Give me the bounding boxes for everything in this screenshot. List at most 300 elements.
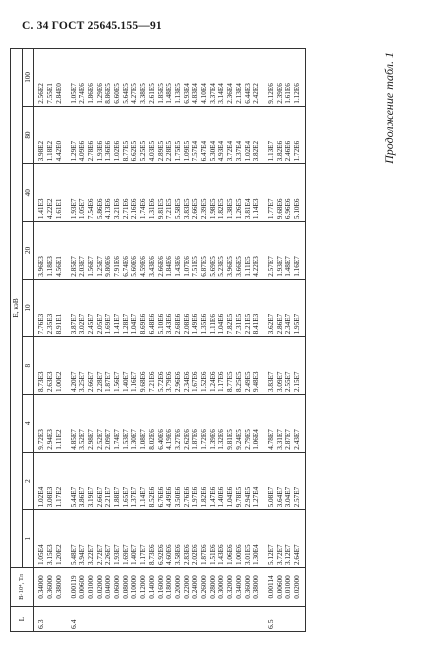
cell-value: 4.93E4	[217, 106, 226, 164]
cell-value: 3.38E5	[139, 49, 148, 107]
cell-value: 3.02E7	[78, 279, 87, 337]
cell-value: 1.09E5	[183, 106, 192, 164]
rotated-table-block	[10, 32, 400, 632]
cell-value: 2.66E7	[87, 337, 96, 395]
cell-value: 1.20E2	[55, 510, 67, 568]
table-row	[67, 49, 79, 632]
cell-value: 5.48E7	[67, 510, 79, 568]
cell-value: 1.30E4	[252, 510, 264, 568]
table-row	[252, 49, 264, 632]
table-row	[148, 49, 157, 632]
table-row	[264, 49, 276, 632]
cell-value: 1.04E6	[226, 452, 235, 510]
table-row	[276, 49, 285, 632]
cell-value: 3.82E6	[276, 106, 285, 164]
cell-value: 9.81E5	[157, 164, 166, 222]
cell-value: 1.13E5	[174, 49, 183, 107]
table-row	[200, 49, 209, 632]
cell-value: 1.02E6	[113, 106, 122, 164]
cell-value: 6.93E4	[183, 49, 192, 107]
cell-value: 1.05E4	[34, 510, 46, 568]
cell-value: 3.04E7	[284, 452, 293, 510]
table-row	[244, 49, 253, 632]
cell-value: 1.17E2	[55, 452, 67, 510]
cell-value: 4.13E6	[104, 164, 113, 222]
cell-value: 1.85E5	[157, 49, 166, 107]
cell-value: 4.20E7	[67, 337, 79, 395]
cell-value: 3.25E7	[78, 337, 87, 395]
cell-value: 2.08E6	[183, 279, 192, 337]
cell-value: 2.46E6	[284, 106, 293, 164]
cell-value: 9.68E6	[139, 337, 148, 395]
cell-value: 4.22E2	[46, 164, 55, 222]
cell-value: 3.86E7	[78, 452, 87, 510]
cell-value: 5.58E5	[174, 164, 183, 222]
cell-value: 1.28E7	[122, 279, 131, 337]
cell-value: 7.91E6	[113, 222, 122, 280]
cell-L	[235, 607, 244, 632]
cell-value: 1.11E2	[55, 395, 67, 453]
cell-value: 5.10E6	[157, 279, 166, 337]
cell-value: 2.71E6	[122, 164, 131, 222]
cell-value: 4.22E3	[252, 222, 264, 280]
cell-value: 7.76E3	[34, 279, 46, 337]
table-row	[157, 49, 166, 632]
cell-value: 3.58E6	[174, 510, 183, 568]
cell-value: 4.42E0	[55, 106, 67, 164]
cell-value: 3.72E7	[276, 510, 285, 568]
cell-value: 1.13E7	[264, 106, 276, 164]
cell-L	[174, 607, 183, 632]
cell-B: 0.04000	[104, 568, 113, 607]
cell-B: 0.08000	[122, 568, 131, 607]
cell-B: 0.00600	[276, 568, 285, 607]
cell-L	[284, 607, 293, 632]
cell-value: 2.34E6	[183, 337, 192, 395]
cell-value: 3.96E3	[34, 222, 46, 280]
cell-value: 1.74E7	[113, 395, 122, 453]
cell-value: 1.40E6	[217, 452, 226, 510]
cell-value: 4.03E5	[148, 106, 157, 164]
cell-L	[165, 607, 174, 632]
cell-value: 1.11E5	[244, 222, 253, 280]
cell-value: 2.16E6	[130, 164, 139, 222]
table-row	[217, 49, 226, 632]
cell-value: 1.04E7	[130, 279, 139, 337]
cell-value: 8.02E6	[148, 395, 157, 453]
col-header-E: E, кэВ	[11, 49, 23, 568]
cell-value: 3.37E4	[209, 49, 218, 107]
energy-col-header: 80	[22, 106, 34, 164]
cell-B: 0.18000	[165, 568, 174, 607]
cell-value: 9.24E5	[235, 395, 244, 453]
energy-col-header: 40	[22, 164, 34, 222]
cell-value: 1.87E6	[200, 510, 209, 568]
cell-value: 1.29E6	[96, 49, 105, 107]
cell-value: 4.10E4	[200, 49, 209, 107]
cell-B: 0.38000	[252, 568, 264, 607]
cell-value: 6.96E6	[284, 164, 293, 222]
cell-value: 4.83E4	[191, 49, 200, 107]
cell-B: 0.26000	[200, 568, 209, 607]
cell-value: 7.21E5	[165, 164, 174, 222]
cell-value: 7.54E6	[87, 164, 96, 222]
cell-L	[104, 607, 113, 632]
cell-L	[157, 607, 166, 632]
cell-value: 2.39E6	[276, 49, 285, 107]
cell-value: 2.83E6	[183, 510, 192, 568]
cell-value: 1.40E7	[122, 337, 131, 395]
cell-value: 1.95E7	[293, 279, 305, 337]
cell-value: 2.85E7	[67, 222, 79, 280]
cell-value: 1.02E4	[34, 452, 46, 510]
cell-value: 3.01E5	[244, 510, 253, 568]
cell-value: 1.26E5	[235, 164, 244, 222]
table-row	[113, 49, 122, 632]
cell-value: 1.56E7	[87, 222, 96, 280]
cell-value: 8.52E6	[148, 452, 157, 510]
cell-value: 8.25E5	[235, 337, 244, 395]
cell-value: 4.59E6	[139, 222, 148, 280]
cell-value: 1.36E6	[104, 106, 113, 164]
cell-value: 4.09E6	[78, 106, 87, 164]
cell-B: 0.06000	[113, 568, 122, 607]
cell-value: 2.66E6	[157, 222, 166, 280]
cell-value: 9.78E5	[235, 452, 244, 510]
cell-L	[276, 607, 285, 632]
cell-value: 2.21E7	[104, 452, 113, 510]
cell-value: 1.82E5	[217, 164, 226, 222]
col-header-B: B·10⁴, Тл	[11, 568, 34, 607]
cell-value: 2.05E7	[96, 279, 105, 337]
cell-value: 1.93E6	[96, 106, 105, 164]
cell-value: 8.41E3	[252, 279, 264, 337]
cell-value: 6.87E5	[200, 222, 209, 280]
cell-value: 1.82E6	[200, 452, 209, 510]
cell-value: 1.74E6	[139, 164, 148, 222]
cell-value: 1.25E7	[96, 222, 105, 280]
cell-value: 1.35E6	[200, 279, 209, 337]
cell-B: 0.00600	[78, 568, 87, 607]
cell-value: 1.17E6	[217, 337, 226, 395]
cell-value: 3.82E2	[252, 106, 264, 164]
cell-value: 8.73E6	[148, 510, 157, 568]
cell-value: 1.32E6	[217, 395, 226, 453]
cell-value: 5.64E5	[122, 49, 131, 107]
cell-value: 3.50E6	[174, 452, 183, 510]
cell-value: 4.78E7	[264, 395, 276, 453]
cell-value: 3.94E7	[78, 510, 87, 568]
cell-value: 1.38E5	[226, 164, 235, 222]
table-row	[191, 49, 200, 632]
energy-col-header: 8	[22, 337, 34, 395]
cell-value: 1.56E7	[113, 337, 122, 395]
cell-value: 1.93E7	[67, 164, 79, 222]
cell-value: 2.21E5	[244, 279, 253, 337]
cell-B: 0.38000	[55, 568, 67, 607]
cell-value: 2.02E6	[191, 510, 200, 568]
cell-value: 1.49E6	[191, 279, 200, 337]
cell-value: 3.19E7	[87, 452, 96, 510]
cell-value: 1.27E4	[252, 452, 264, 510]
cell-value: 1.72E6	[293, 106, 305, 164]
cell-B: 0.32000	[226, 568, 235, 607]
cell-L	[200, 607, 209, 632]
cell-value: 5.23E5	[217, 222, 226, 280]
cell-value: 2.63E3	[46, 337, 55, 395]
cell-value: 2.43E7	[293, 395, 305, 453]
cell-value: 1.14E3	[252, 164, 264, 222]
table-row	[293, 49, 305, 632]
cell-L: 6.3	[34, 607, 46, 632]
cell-value: 3.64E7	[276, 452, 285, 510]
cell-value: 2.09E7	[104, 395, 113, 453]
cell-value: 2.64E7	[293, 510, 305, 568]
cell-value: 6.44E3	[244, 49, 253, 107]
cell-value: 3.83E5	[183, 164, 192, 222]
cell-L	[226, 607, 235, 632]
cell-value: 1.39E6	[209, 395, 218, 453]
cell-value: 1.53E7	[122, 395, 131, 453]
cell-value: 5.30E4	[209, 106, 218, 164]
cell-value: 2.57E7	[264, 222, 276, 280]
cell-value: 1.47E6	[209, 452, 218, 510]
cell-value: 1.51E6	[209, 510, 218, 568]
cell-value: 2.28E5	[165, 106, 174, 164]
cell-value: 1.04E6	[217, 279, 226, 337]
cell-value: 3.22E7	[87, 510, 96, 568]
cell-B: 0.00114	[264, 568, 276, 607]
cell-value: 1.30E7	[130, 395, 139, 453]
cell-value: 1.11E6	[209, 279, 218, 337]
cell-value: 2.52E7	[96, 395, 105, 453]
cell-value: 1.41E7	[113, 279, 122, 337]
cell-value: 1.69E7	[122, 510, 131, 568]
cell-value: 5.86E6	[96, 164, 105, 222]
table-body	[34, 49, 305, 632]
cell-value: 2.66E7	[96, 452, 105, 510]
cell-value: 1.93E7	[276, 222, 285, 280]
cell-value: 4.19E6	[165, 395, 174, 453]
cell-value: 2.13E4	[235, 49, 244, 107]
cell-value: 6.74E6	[122, 222, 131, 280]
cell-value: 3.09E7	[276, 337, 285, 395]
cell-value: 2.61E5	[148, 49, 157, 107]
cell-B: 0.30000	[217, 568, 226, 607]
cell-value: 1.88E7	[113, 452, 122, 510]
cell-value: 2.35E3	[46, 279, 55, 337]
cell-value: 1.67E6	[191, 337, 200, 395]
cell-value: 1.37E7	[130, 452, 139, 510]
cell-value: 1.97E6	[191, 452, 200, 510]
cell-value: 3.15E3	[46, 510, 55, 568]
cell-value: 8.91E1	[55, 279, 67, 337]
cell-value: 2.57E7	[293, 452, 305, 510]
cell-B: 0.34000	[34, 568, 46, 607]
cell-value: 1.48E7	[284, 222, 293, 280]
cell-value: 4.49E6	[165, 452, 174, 510]
cell-value: 9.72E3	[34, 395, 46, 453]
cell-value: 5.08E7	[264, 452, 276, 510]
cell-B: 0.36000	[244, 568, 253, 607]
cell-value: 6.76E6	[157, 452, 166, 510]
cell-value: 1.41E3	[34, 164, 46, 222]
cell-L	[78, 607, 87, 632]
cell-L: 6.4	[67, 607, 79, 632]
energy-col-header: 1	[22, 510, 34, 568]
table-row	[174, 49, 183, 632]
table-caption: Продолжение табл. 1	[382, 52, 396, 164]
cell-value: 5.44E7	[67, 452, 79, 510]
cell-value: 1.87E7	[104, 337, 113, 395]
energy-col-header: 10	[22, 279, 34, 337]
table-row	[209, 49, 218, 632]
cell-value: 9.48E3	[252, 337, 264, 395]
cell-value: 3.21E6	[113, 164, 122, 222]
cell-value: 1.07E6	[183, 222, 192, 280]
cell-value: 2.49E5	[244, 337, 253, 395]
cell-B: 0.00119	[67, 568, 79, 607]
cell-value: 8.77E5	[226, 337, 235, 395]
cell-B: 0.20000	[174, 568, 183, 607]
cell-value: 3.37E4	[235, 106, 244, 164]
cell-value: 5.12E7	[264, 510, 276, 568]
table-row	[104, 49, 113, 632]
cell-value: 3.14E4	[217, 49, 226, 107]
table-row	[122, 49, 131, 632]
cell-value: 1.08E7	[139, 395, 148, 453]
cell-value: 6.62E5	[130, 106, 139, 164]
cell-B: 0.10000	[130, 568, 139, 607]
cell-value: 3.98E2	[34, 106, 46, 164]
energy-col-header: 4	[22, 395, 34, 453]
cell-value: 2.96E6	[174, 337, 183, 395]
cell-value: 1.98E5	[209, 164, 218, 222]
cell-B: 0.16000	[157, 568, 166, 607]
table-row	[139, 49, 148, 632]
cell-L	[244, 607, 253, 632]
cell-value: 1.40E7	[130, 510, 139, 568]
cell-value: 2.28E7	[96, 337, 105, 395]
cell-value: 3.81E4	[244, 164, 253, 222]
cell-value: 1.14E7	[139, 452, 148, 510]
cell-value: 2.79E5	[244, 395, 253, 453]
cell-value: 2.42E2	[252, 49, 264, 107]
cell-value: 1.00E2	[55, 337, 67, 395]
cell-value: 1.43E6	[217, 510, 226, 568]
cell-B: 0.28000	[209, 568, 218, 607]
cell-value: 5.69E5	[209, 222, 218, 280]
cell-value: 1.12E6	[293, 49, 305, 107]
cell-B: 0.22000	[183, 568, 192, 607]
cell-value: 8.86E5	[104, 49, 113, 107]
cell-value: 4.60E6	[165, 510, 174, 568]
cell-value: 2.84E0	[55, 49, 67, 107]
cell-B: 0.01000	[87, 568, 96, 607]
cell-value: 5.72E6	[157, 337, 166, 395]
cell-value: 1.06E6	[226, 510, 235, 568]
cell-value: 1.02E4	[244, 106, 253, 164]
cell-value: 1.06E4	[252, 395, 264, 453]
table-row	[284, 49, 293, 632]
cell-value: 1.72E6	[200, 395, 209, 453]
cell-value: 1.43E6	[174, 222, 183, 280]
cell-value: 9.12E6	[264, 49, 276, 107]
cell-value: 3.12E7	[284, 510, 293, 568]
table-row	[235, 49, 244, 632]
cell-value: 2.78E6	[87, 106, 96, 164]
cell-value: 1.69E7	[104, 279, 113, 337]
cell-value: 3.87E7	[67, 279, 79, 337]
table-row	[130, 49, 139, 632]
page-header: С. 34 ГОСТ 25645.155—91	[22, 20, 162, 32]
cell-value: 2.68E6	[174, 279, 183, 337]
cell-value: 1.65E7	[122, 452, 131, 510]
cell-value: 1.00E6	[235, 510, 244, 568]
energy-col-header: 20	[22, 222, 34, 280]
col-header-L: L	[11, 607, 34, 632]
cell-value: 2.39E5	[200, 164, 209, 222]
cell-value: 2.86E7	[276, 279, 285, 337]
cell-value: 9.80E6	[104, 222, 113, 280]
cell-value: 2.15E7	[293, 337, 305, 395]
cell-value: 2.94E3	[46, 395, 55, 453]
cell-value: 7.21E6	[148, 337, 157, 395]
cell-value: 1.77E7	[264, 164, 276, 222]
cell-value: 2.87E7	[284, 395, 293, 453]
cell-value: 3.43E6	[148, 222, 157, 280]
cell-value: 1.93E7	[113, 510, 122, 568]
cell-value: 2.55E7	[284, 337, 293, 395]
cell-B: 0.24000	[191, 568, 200, 607]
cell-value: 5.60E6	[130, 222, 139, 280]
cell-value: 1.05E7	[67, 49, 79, 107]
cell-value: 2.34E7	[284, 279, 293, 337]
cell-value: 1.48E5	[165, 49, 174, 107]
cell-value: 4.85E7	[67, 395, 79, 453]
cell-value: 1.18E3	[46, 222, 55, 280]
cell-value: 3.72E4	[226, 106, 235, 164]
cell-value: 3.66E5	[235, 222, 244, 280]
table-row	[183, 49, 192, 632]
cell-value: 1.16E7	[130, 337, 139, 395]
cell-value: 1.75E5	[174, 106, 183, 164]
cell-value: 2.62E6	[183, 395, 192, 453]
cell-value: 3.52E7	[78, 395, 87, 453]
cell-value: 1.17E7	[139, 510, 148, 568]
cell-value: 3.83E7	[264, 337, 276, 395]
cell-value: 3.31E7	[276, 395, 285, 453]
cell-value: 2.72E7	[96, 510, 105, 568]
cell-value: 4.27E5	[130, 49, 139, 107]
cell-value: 2.94E5	[244, 452, 253, 510]
cell-value: 2.74E6	[78, 49, 87, 107]
cell-L: 6.5	[264, 607, 276, 632]
cell-value: 9.68E6	[276, 164, 285, 222]
cell-value: 6.40E6	[157, 395, 166, 453]
cell-value: 3.27E6	[174, 395, 183, 453]
energy-col-header: 2	[22, 452, 34, 510]
cell-L	[96, 607, 105, 632]
cell-value: 2.76E6	[183, 452, 192, 510]
cell-value: 1.84E6	[165, 222, 174, 280]
cell-value: 1.16E7	[293, 222, 305, 280]
cell-L	[293, 607, 305, 632]
cell-L	[46, 607, 55, 632]
cell-value: 1.05E7	[78, 164, 87, 222]
cell-value: 1.29E7	[67, 106, 79, 164]
cell-value: 7.55E1	[46, 49, 55, 107]
